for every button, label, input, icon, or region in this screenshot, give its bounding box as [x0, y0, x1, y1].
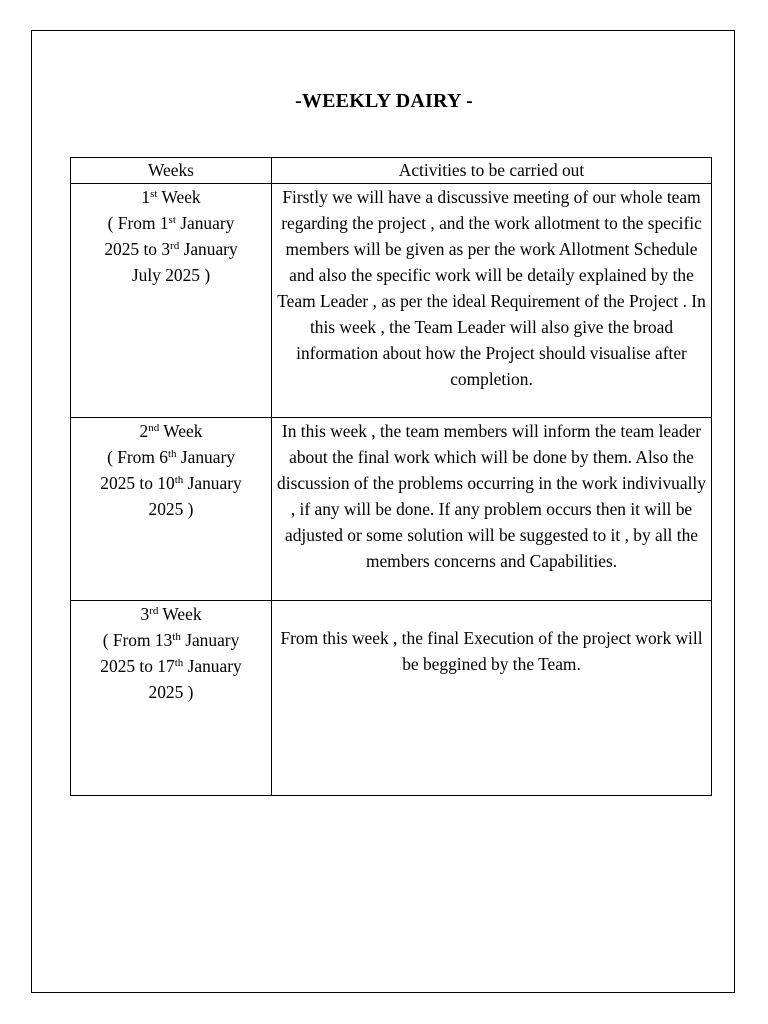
table-row [71, 184, 712, 418]
table-row [71, 418, 712, 601]
week-date-from: ( From 13th January [102, 630, 240, 650]
week-title: 1st Week [141, 187, 201, 207]
table-row [71, 601, 712, 796]
weekly-diary-table [70, 157, 712, 796]
week-cell [71, 184, 272, 418]
activity-cell: From this week , the final Execution of the project work will be beggined by the Team. [272, 601, 712, 796]
activity-cell: Firstly we will have a discussive meeting of our whole team regarding the project , and the work allotment to the specific members will be given as per the work Allotment Schedule and also the specific work will be detaily explained by the Team Leader , as per the ideal Requirement of the Project . In this week , the Team Leader will also give the broad information about how the Project should visualise after completion. [272, 184, 712, 418]
week-date-to: 2025 to 3rd January [104, 239, 238, 259]
header-weeks: Weeks [71, 158, 272, 184]
week-date-to: 2025 to 10th January [100, 473, 242, 493]
week-date-end: July 2025 ) [131, 265, 211, 285]
table-header-row [71, 158, 712, 184]
week-date-from: ( From 6th January [107, 447, 235, 467]
week-date-to: 2025 to 17th January [100, 656, 242, 676]
week-cell [71, 601, 272, 796]
header-activities: Activities to be carried out [272, 158, 712, 184]
activity-cell: In this week , the team members will inform the team leader about the final work which will be done by them. Also the discussion of the problems occurring in the work indivivually , if any will be done. If any problem occurs then it will be adjusted or some solution will be suggested to it , by all the members concerns and Capabilities. [272, 418, 712, 601]
week-title: 2nd Week [139, 421, 203, 441]
document-title: -WEEKLY DAIRY - [295, 90, 473, 112]
week-title: 3rd Week [140, 604, 202, 624]
week-date-end: 2025 ) [148, 682, 194, 702]
week-date-from: ( From 1st January [107, 213, 235, 233]
week-cell [71, 418, 272, 601]
week-date-end: 2025 ) [148, 499, 194, 519]
